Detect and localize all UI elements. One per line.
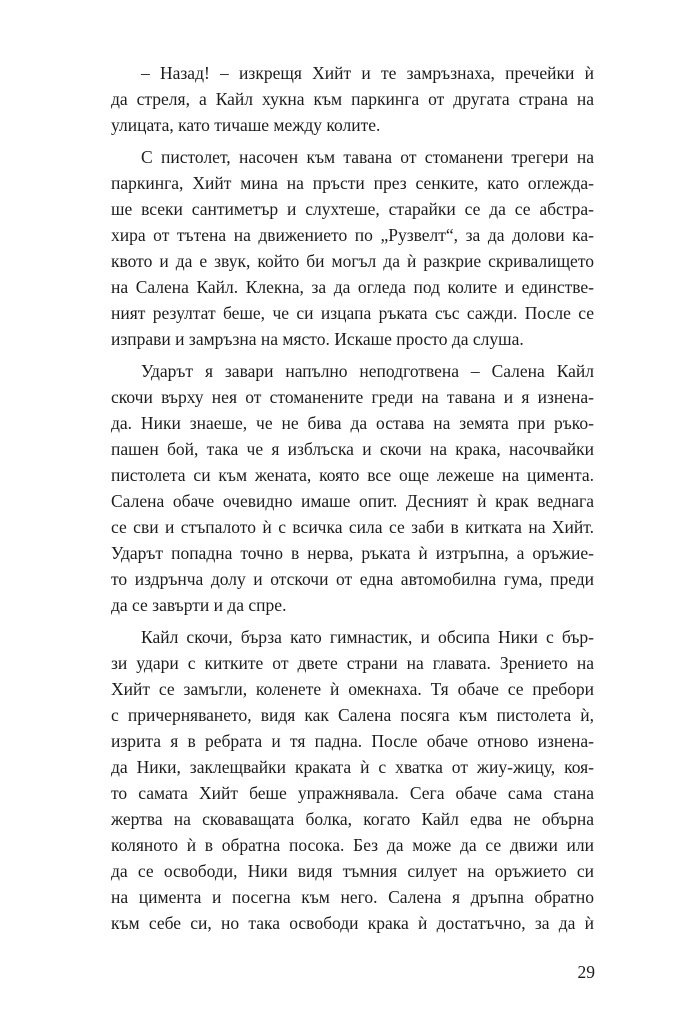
text-line: С пистолет, насочен към тавана от стоманени трегери на xyxy=(141,147,594,167)
text-line: паркинга, Хийт мина на пръсти през сенките, като оглежда- xyxy=(111,173,594,193)
text-line: изрита я в ребрата и тя падна. После обаче отново изнена- xyxy=(111,731,594,751)
text-line: пистолета си към жената, която все още лежеше на цимента. xyxy=(111,465,594,485)
page-number: 29 xyxy=(577,962,595,982)
paragraph xyxy=(111,60,594,138)
text-line: към себе си, но така освободи крака ѝ достатъчно, за да ѝ xyxy=(111,913,594,933)
text-line: ше всеки сантиметър и слухтеше, старайки се да се абстра- xyxy=(111,199,594,219)
text-line: с причерняването, видя как Салена посяга към пистолета ѝ, xyxy=(111,705,594,725)
text-line: то самата Хийт беше упражнявала. Сега обаче сама стана xyxy=(111,783,594,803)
text-line: жертва на сковаващата болка, когато Кайл едва не обърна xyxy=(111,809,594,829)
text-line: хира от тътена на движението по „Рузвелт“, за да долови ка- xyxy=(111,225,594,245)
text-line: да Ники, заклещвайки краката ѝ с хватка от жиу-жицу, коя- xyxy=(111,757,594,777)
text-line: на Салена Кайл. Клекна, за да огледа под колите и единстве- xyxy=(111,277,594,297)
text-line: да. Ники знаеше, че не бива да остава на земята при ръко- xyxy=(111,413,594,433)
text-line: Хийт се замъгли, коленете ѝ омекнаха. Тя обаче се пребори xyxy=(111,679,594,699)
paragraph xyxy=(111,358,594,618)
text-line: на цимента и посегна към него. Салена я дръпна обратно xyxy=(111,887,594,907)
paragraph xyxy=(111,624,594,936)
text-line: пашен бой, така че я изблъска и скочи на крака, насочвайки xyxy=(111,439,594,459)
text-line: зи удари с китките от двете страни на главата. Зрението на xyxy=(111,653,594,673)
text-line: да се завърти и да спре. xyxy=(111,595,287,615)
text-line: ният резултат беше, че си изцапа ръката със сажди. После се xyxy=(111,303,594,323)
text-line: квото и да е звук, който би могъл да ѝ разкрие скривалището xyxy=(111,251,594,271)
text-line: улицата, като тичаше между колите. xyxy=(111,115,381,135)
text-line: – Назад! – изкрещя Хийт и те замръзнаха, пречейки ѝ xyxy=(141,63,594,83)
text-line: се сви и стъпалото ѝ с всичка сила се заби в китката на Хийт. xyxy=(111,517,594,537)
text-line: коляното ѝ в обратна посока. Без да може да се движи или xyxy=(111,835,594,855)
text-line: Ударът я завари напълно неподготвена – Салена Кайл xyxy=(141,361,594,381)
text-line: да стреля, а Кайл хукна към паркинга от другата страна на xyxy=(111,89,594,109)
body-text xyxy=(111,60,594,936)
text-line: да се освободи, Ники видя тъмния силует на оръжието си xyxy=(111,861,594,881)
text-line: скочи върху нея от стоманените греди на тавана и я изнена- xyxy=(111,387,594,407)
paragraph xyxy=(111,144,594,352)
text-line: изправи и замръзна на място. Искаше просто да слуша. xyxy=(111,329,524,349)
text-line: Кайл скочи, бърза като гимнастик, и обсипа Ники с бър- xyxy=(141,627,594,647)
text-line: Ударът попадна точно в нерва, ръката ѝ изтръпна, а оръжие- xyxy=(111,543,594,563)
text-line: то издрънча долу и отскочи от една автомобилна гума, преди xyxy=(111,569,594,589)
text-line: Салена обаче очевидно имаше опит. Десният ѝ крак веднага xyxy=(111,491,594,511)
